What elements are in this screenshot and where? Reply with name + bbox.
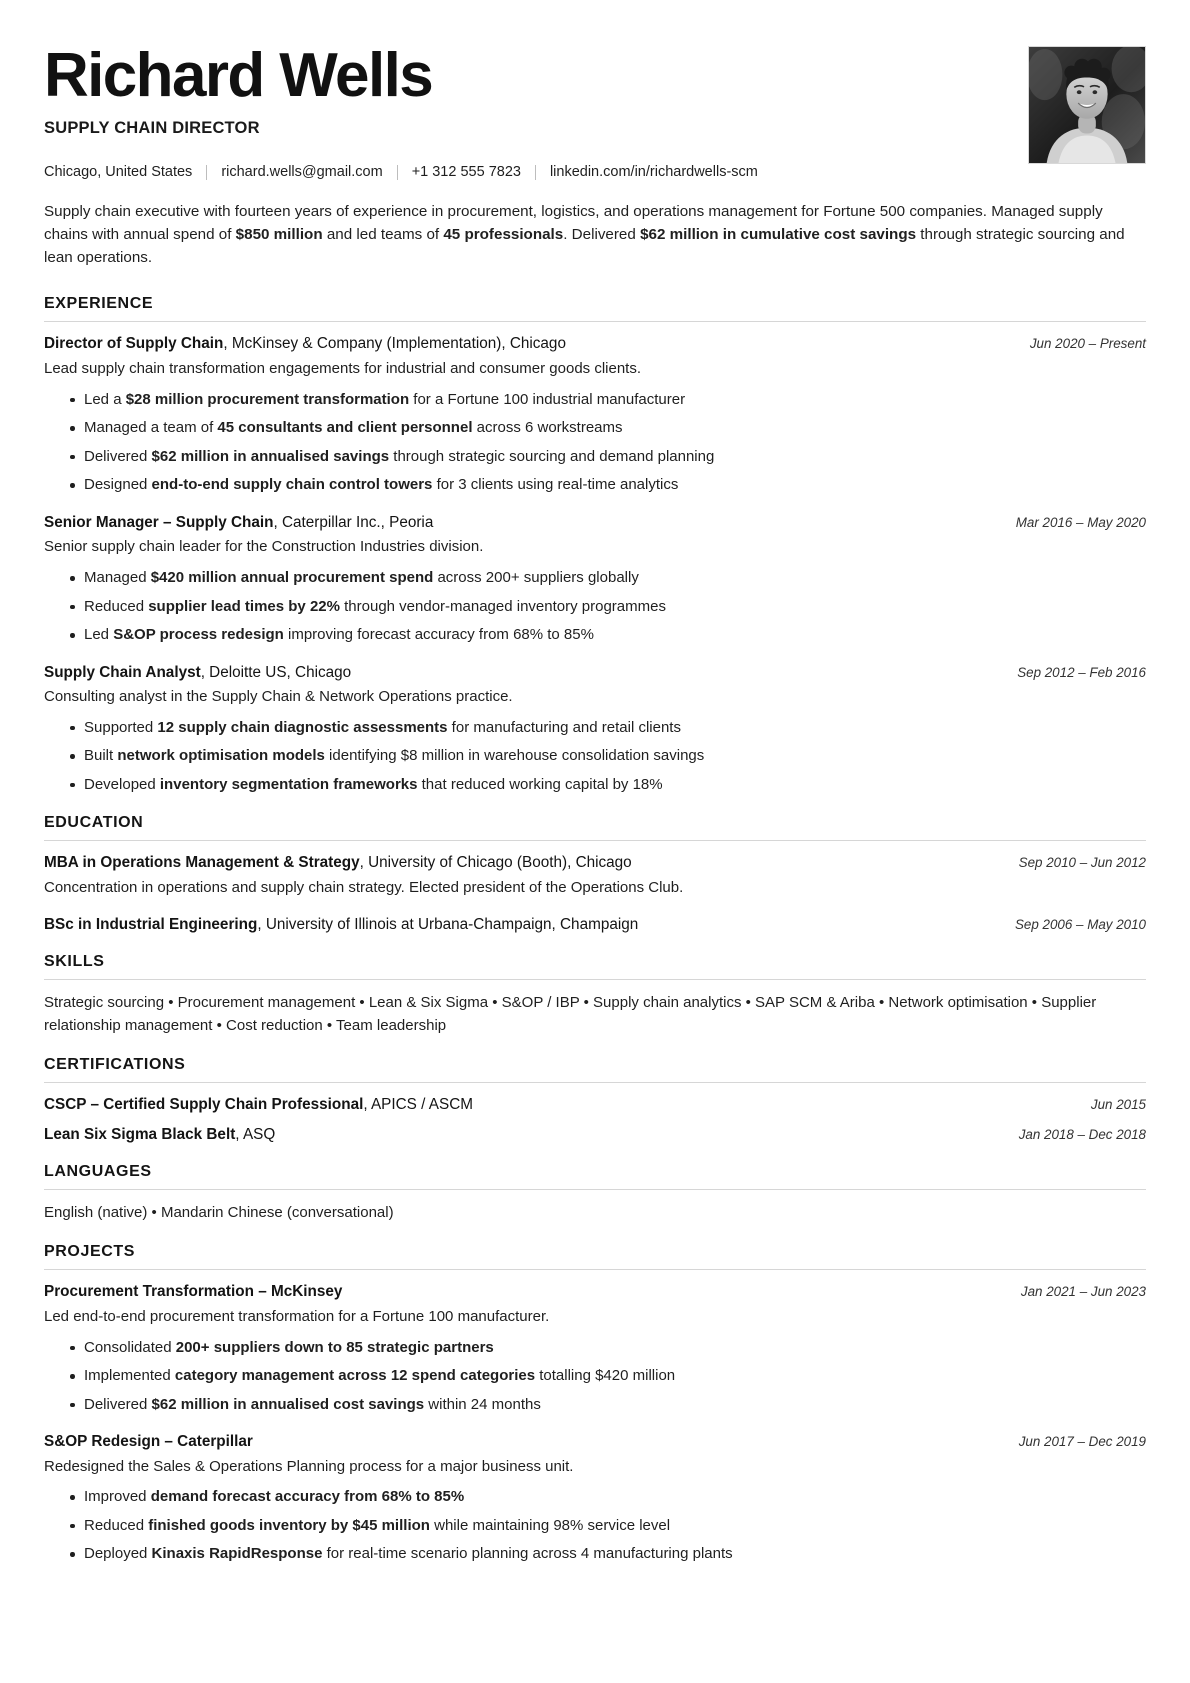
languages-list: English (native) • Mandarin Chinese (conversational) bbox=[44, 1204, 394, 1222]
list-item: Delivered $62 million in annualised savings through strategic sourcing and demand planning bbox=[70, 446, 1146, 469]
contact-line bbox=[44, 164, 1146, 180]
section-experience bbox=[44, 295, 1146, 796]
certification-name: Lean Six Sigma Black Belt bbox=[44, 1125, 236, 1143]
contact-divider bbox=[206, 165, 207, 180]
project-date: Jan 2021 – Jun 2023 bbox=[1020, 1284, 1146, 1300]
summary-highlight-team: 45 professionals bbox=[443, 226, 564, 244]
experience-bullets bbox=[44, 389, 1146, 497]
summary-text: Supply chain executive with fourteen years of experience in procurement, logistics, and operations management for Fortune 500 companies. Managed supply chains with annual spend of bbox=[44, 203, 1103, 244]
experience-summary: Senior supply chain leader for the Construction Industries division. bbox=[44, 538, 484, 556]
section-title-education: EDUCATION bbox=[44, 814, 144, 832]
contact-location: Chicago, United States bbox=[44, 164, 193, 180]
list-item: Supported 12 supply chain diagnostic assessments for manufacturing and retail clients bbox=[70, 717, 1146, 740]
list-item: Consolidated 200+ suppliers down to 85 strategic partners bbox=[70, 1337, 1146, 1360]
entry-header bbox=[44, 915, 1146, 936]
section-title-languages: LANGUAGES bbox=[44, 1163, 152, 1181]
header-text-block bbox=[44, 42, 1028, 160]
education-entry bbox=[44, 915, 1146, 936]
experience-title bbox=[44, 513, 433, 534]
project-summary: Led end-to-end procurement transformation for a Fortune 100 manufacturer. bbox=[44, 1307, 550, 1325]
project-name: S&OP Redesign – Caterpillar bbox=[44, 1433, 253, 1451]
certification-title bbox=[44, 1125, 275, 1146]
experience-role: Supply Chain Analyst bbox=[44, 663, 201, 681]
experience-entry bbox=[44, 334, 1146, 496]
portrait-photo-icon bbox=[1029, 47, 1145, 163]
certification-title bbox=[44, 1095, 473, 1116]
certification-date: Jun 2015 bbox=[1090, 1097, 1146, 1113]
entry-header bbox=[44, 853, 1146, 874]
list-item: Delivered $62 million in annualised cost savings within 24 months bbox=[70, 1394, 1146, 1417]
section-divider bbox=[44, 321, 1146, 322]
experience-summary: Lead supply chain transformation engagements for industrial and consumer goods clients. bbox=[44, 359, 642, 377]
entry-header bbox=[44, 1432, 1146, 1453]
education-summary: Concentration in operations and supply chain strategy. Elected president of the Operations Club. bbox=[44, 879, 684, 897]
list-item: Designed end-to-end supply chain control towers for 3 clients using real-time analytics bbox=[70, 474, 1146, 497]
experience-summary: Consulting analyst in the Supply Chain & Network Operations practice. bbox=[44, 688, 513, 706]
section-title-experience: EXPERIENCE bbox=[44, 295, 154, 313]
project-summary: Redesigned the Sales & Operations Planning process for a major business unit. bbox=[44, 1457, 574, 1475]
list-item: Improved demand forecast accuracy from 68% to 85% bbox=[70, 1486, 1146, 1509]
experience-date: Mar 2016 – May 2020 bbox=[1015, 514, 1146, 530]
section-title-projects: PROJECTS bbox=[44, 1243, 136, 1261]
certification-date: Jan 2018 – Dec 2018 bbox=[1018, 1126, 1146, 1142]
project-bullets bbox=[44, 1486, 1146, 1566]
list-item: Reduced finished goods inventory by $45 million while maintaining 98% service level bbox=[70, 1515, 1146, 1538]
contact-linkedin[interactable]: linkedin.com/in/richardwells-scm bbox=[549, 164, 758, 180]
avatar bbox=[1028, 46, 1146, 164]
entry-header bbox=[44, 1282, 1146, 1303]
contact-divider bbox=[535, 165, 536, 180]
section-skills bbox=[44, 953, 1146, 1038]
list-item: Led S&OP process redesign improving forecast accuracy from 68% to 85% bbox=[70, 624, 1146, 647]
list-item: Managed $420 million annual procurement spend across 200+ suppliers globally bbox=[70, 567, 1146, 590]
list-item: Developed inventory segmentation frameworks that reduced working capital by 18% bbox=[70, 774, 1146, 797]
education-school: , University of Illinois at Urbana-Champaign, Champaign bbox=[257, 915, 639, 933]
experience-bullets bbox=[44, 567, 1146, 647]
list-item: Reduced supplier lead times by 22% through vendor-managed inventory programmes bbox=[70, 596, 1146, 619]
experience-company: , Caterpillar Inc., Peoria bbox=[273, 513, 434, 531]
contact-email[interactable]: richard.wells@gmail.com bbox=[221, 164, 383, 180]
section-divider bbox=[44, 979, 1146, 980]
certification-issuer: , APICS / ASCM bbox=[363, 1096, 473, 1114]
project-entry bbox=[44, 1282, 1146, 1416]
section-divider bbox=[44, 1269, 1146, 1270]
section-divider bbox=[44, 840, 1146, 841]
list-item: Managed a team of 45 consultants and client personnel across 6 workstreams bbox=[70, 417, 1146, 440]
project-name: Procurement Transformation – McKinsey bbox=[44, 1283, 343, 1301]
project-title bbox=[44, 1432, 253, 1453]
contact-phone: +1 312 555 7823 bbox=[411, 164, 521, 180]
job-title: SUPPLY CHAIN DIRECTOR bbox=[44, 119, 260, 138]
education-date: Sep 2006 – May 2010 bbox=[1014, 916, 1146, 932]
summary-text: through strategic sourcing and lean operations. bbox=[44, 226, 1125, 267]
education-degree: MBA in Operations Management & Strategy bbox=[44, 854, 360, 872]
certification-name: CSCP – Certified Supply Chain Professional bbox=[44, 1096, 364, 1114]
certification-entry bbox=[44, 1095, 1146, 1116]
experience-title bbox=[44, 334, 566, 355]
project-entry bbox=[44, 1432, 1146, 1566]
experience-company: , Deloitte US, Chicago bbox=[200, 663, 352, 681]
section-languages bbox=[44, 1163, 1146, 1225]
education-date: Sep 2010 – Jun 2012 bbox=[1018, 855, 1146, 871]
experience-role: Director of Supply Chain bbox=[44, 335, 224, 353]
entry-header bbox=[44, 513, 1146, 534]
entry-header bbox=[44, 663, 1146, 684]
page-title: Richard Wells bbox=[44, 41, 433, 110]
section-title-certifications: CERTIFICATIONS bbox=[44, 1056, 186, 1074]
experience-entry bbox=[44, 663, 1146, 797]
section-divider bbox=[44, 1082, 1146, 1083]
experience-title bbox=[44, 663, 351, 684]
experience-entry bbox=[44, 513, 1146, 647]
experience-bullets bbox=[44, 717, 1146, 797]
education-entry bbox=[44, 853, 1146, 898]
entry-header bbox=[44, 334, 1146, 355]
project-date: Jun 2017 – Dec 2019 bbox=[1018, 1434, 1146, 1450]
section-education bbox=[44, 814, 1146, 935]
section-projects bbox=[44, 1243, 1146, 1566]
list-item: Deployed Kinaxis RapidResponse for real-time scenario planning across 4 manufacturing plants bbox=[70, 1543, 1146, 1566]
project-title bbox=[44, 1282, 342, 1303]
section-certifications bbox=[44, 1056, 1146, 1145]
certification-entry bbox=[44, 1125, 1146, 1146]
certification-issuer: , ASQ bbox=[235, 1125, 276, 1143]
summary-text: . Delivered bbox=[563, 226, 641, 244]
list-item: Built network optimisation models identifying $8 million in warehouse consolidation savings bbox=[70, 745, 1146, 768]
summary-text: and led teams of bbox=[322, 226, 444, 244]
project-bullets bbox=[44, 1337, 1146, 1417]
experience-date: Jun 2020 – Present bbox=[1029, 336, 1146, 352]
section-divider bbox=[44, 1189, 1146, 1190]
skills-list: Strategic sourcing • Procurement management • Lean & Six Sigma • S&OP / IBP • Supply chain analytics • SAP SCM & Ariba • Network optimisation • Supplier relationship management • Cost reduction • Team leadership bbox=[44, 994, 1097, 1035]
list-item: Implemented category management across 12 spend categories totalling $420 million bbox=[70, 1365, 1146, 1388]
summary-highlight-savings: $62 million in cumulative cost savings bbox=[640, 226, 917, 244]
education-title bbox=[44, 853, 632, 874]
experience-role: Senior Manager – Supply Chain bbox=[44, 513, 274, 531]
contact-divider bbox=[397, 165, 398, 180]
experience-company: , McKinsey & Company (Implementation), Chicago bbox=[223, 335, 566, 353]
resume-header bbox=[44, 42, 1146, 164]
education-school: , University of Chicago (Booth), Chicago bbox=[359, 854, 632, 872]
list-item: Led a $28 million procurement transformation for a Fortune 100 industrial manufacturer bbox=[70, 389, 1146, 412]
experience-date: Sep 2012 – Feb 2016 bbox=[1017, 664, 1146, 680]
section-title-skills: SKILLS bbox=[44, 953, 105, 971]
education-title bbox=[44, 915, 638, 936]
education-degree: BSc in Industrial Engineering bbox=[44, 915, 258, 933]
summary-highlight-spend: $850 million bbox=[235, 226, 323, 244]
profile-summary bbox=[44, 200, 1144, 269]
